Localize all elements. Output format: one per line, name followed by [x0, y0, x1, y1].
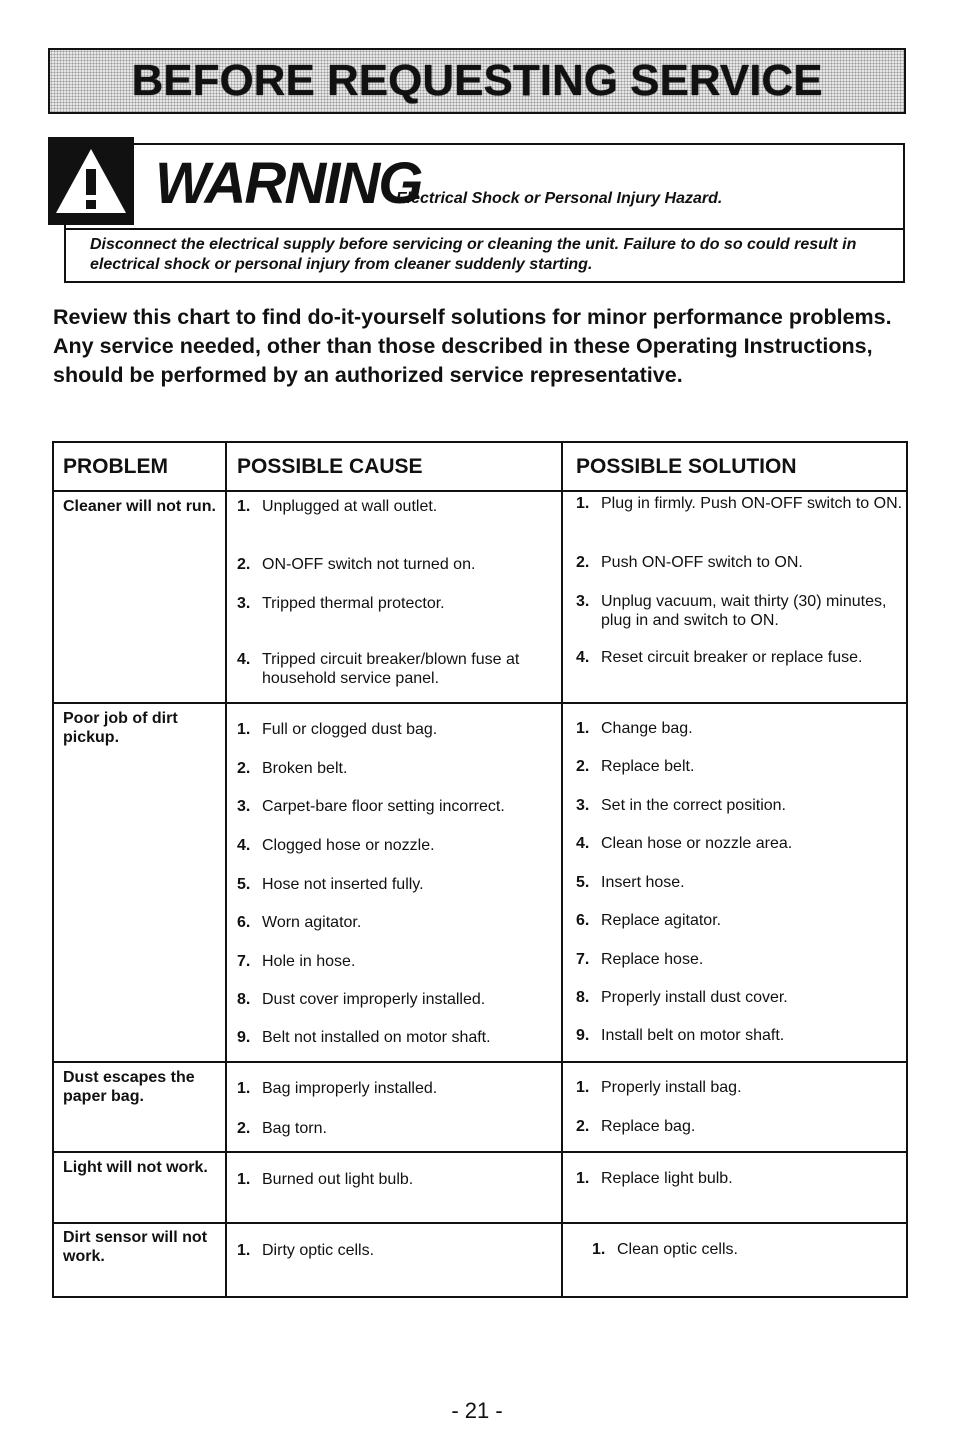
item-number: 4. [237, 837, 251, 854]
item-text: Replace bag. [601, 1118, 696, 1135]
intro-paragraph: Review this chart to find do-it-yourself solutions for minor performance problems. Any service needed, other than those described in these Operating Instructions, should be performed by an authorized service representative. [53, 305, 892, 387]
item-number: 8. [237, 991, 251, 1008]
item-number: 2. [237, 760, 251, 777]
solution-item [576, 592, 904, 630]
solution-item [576, 873, 904, 892]
item-text: Dust cover improperly installed. [262, 991, 486, 1008]
item-number: 7. [576, 951, 590, 968]
troubleshooting-table [52, 441, 908, 1298]
item-number: 4. [576, 649, 590, 666]
cause-item [237, 836, 557, 855]
warning-triangle-icon [54, 145, 128, 217]
warning-icon-block [48, 137, 134, 225]
item-number: 1. [576, 495, 590, 512]
item-text: Clean hose or nozzle area. [601, 835, 793, 852]
solution-item [576, 796, 904, 815]
item-number: 3. [576, 593, 590, 610]
cause-item [237, 990, 557, 1009]
item-number: 1. [576, 1170, 590, 1187]
problem-label: Dirt sensor will not work. [63, 1229, 208, 1265]
warning-hazard-label: Electrical Shock or Personal Injury Hazard. [396, 190, 723, 207]
item-text: Install belt on motor shaft. [601, 1027, 785, 1044]
item-number: 1. [237, 1080, 251, 1097]
solution-item [576, 1026, 904, 1045]
item-text: Broken belt. [262, 760, 348, 777]
cause-item [237, 952, 557, 971]
item-number: 1. [237, 721, 251, 738]
page-title: BEFORE REQUESTING SERVICE [131, 56, 823, 105]
problem-label: Light will not work. [63, 1159, 208, 1176]
solution-item [592, 1240, 920, 1259]
solution-item [576, 494, 904, 513]
warning-text: Disconnect the electrical supply before servicing or cleaning the unit. Failure to do so could result in electrical shock or personal injury from cleaner suddenly starting. [90, 236, 857, 273]
item-number: 1. [237, 1242, 251, 1259]
item-text: Hole in hose. [262, 953, 356, 970]
item-text: ON-OFF switch not turned on. [262, 556, 476, 573]
solution-item [576, 553, 904, 572]
item-text: Insert hose. [601, 874, 685, 891]
item-number: 6. [237, 914, 251, 931]
problem-label: Dust escapes the paper bag. [63, 1069, 195, 1105]
cause-item [237, 1170, 557, 1189]
warning-heading: WARNING [155, 151, 422, 216]
item-number: 4. [237, 651, 251, 668]
item-number: 9. [576, 1027, 590, 1044]
solution-item [576, 648, 904, 667]
item-number: 2. [576, 758, 590, 775]
item-number: 2. [576, 1118, 590, 1135]
cause-item [237, 1241, 557, 1260]
item-number: 1. [592, 1241, 606, 1258]
item-number: 3. [237, 595, 251, 612]
item-number: 1. [576, 720, 590, 737]
column-divider [561, 443, 563, 1296]
solution-item [576, 1078, 904, 1097]
cause-item [237, 1119, 557, 1138]
column-divider [225, 443, 227, 1296]
item-number: 5. [237, 876, 251, 893]
item-text: Belt not installed on motor shaft. [262, 1029, 491, 1046]
item-text: Bag improperly installed. [262, 1080, 438, 1097]
item-number: 2. [576, 554, 590, 571]
solution-item [576, 950, 904, 969]
item-number: 1. [237, 1171, 251, 1188]
item-text: Push ON-OFF switch to ON. [601, 554, 803, 571]
header-cause: POSSIBLE CAUSE [237, 455, 423, 478]
item-text: Replace hose. [601, 951, 704, 968]
item-text: Carpet-bare floor setting incorrect. [262, 798, 505, 815]
item-text: Replace light bulb. [601, 1170, 733, 1187]
cause-item [237, 594, 557, 613]
solution-item [576, 1117, 904, 1136]
header-divider [54, 490, 906, 492]
cause-item [237, 759, 557, 778]
row-divider [54, 1151, 906, 1153]
item-text: Full or clogged dust bag. [262, 721, 438, 738]
cause-item [237, 497, 557, 516]
cause-item [237, 555, 557, 574]
cause-item [237, 1028, 557, 1047]
item-text: Clogged hose or nozzle. [262, 837, 435, 854]
item-number: 3. [237, 798, 251, 815]
problem-label: Poor job of dirt pickup. [63, 710, 178, 746]
cause-item [237, 875, 557, 894]
item-number: 3. [576, 797, 590, 814]
item-number: 8. [576, 989, 590, 1006]
item-text: Unplug vacuum, wait thirty (30) minutes, plug in and switch to ON. [601, 593, 887, 629]
header-problem: PROBLEM [63, 455, 168, 478]
item-text: Plug in firmly. Push ON-OFF switch to ON. [601, 495, 903, 512]
page-number: - 21 - [451, 1398, 503, 1423]
solution-item [576, 719, 904, 738]
item-number: 2. [237, 556, 251, 573]
item-text: Properly install bag. [601, 1079, 742, 1096]
item-number: 4. [576, 835, 590, 852]
item-number: 5. [576, 874, 590, 891]
item-text: Clean optic cells. [617, 1241, 738, 1258]
item-number: 7. [237, 953, 251, 970]
row-divider [54, 1222, 906, 1224]
item-number: 9. [237, 1029, 251, 1046]
cause-item [237, 720, 557, 739]
item-text: Replace agitator. [601, 912, 722, 929]
solution-item [576, 1169, 904, 1188]
solution-item [576, 834, 904, 853]
cause-item [237, 797, 557, 816]
solution-item [576, 911, 904, 930]
item-number: 1. [237, 498, 251, 515]
item-text: Tripped circuit breaker/blown fuse at household service panel. [262, 651, 520, 687]
item-text: Hose not inserted fully. [262, 876, 424, 893]
solution-item [576, 757, 904, 776]
item-text: Tripped thermal protector. [262, 595, 445, 612]
item-number: 1. [576, 1079, 590, 1096]
header-solution: POSSIBLE SOLUTION [576, 455, 797, 478]
item-text: Bag torn. [262, 1120, 327, 1137]
item-text: Set in the correct position. [601, 797, 786, 814]
item-text: Worn agitator. [262, 914, 362, 931]
item-text: Dirty optic cells. [262, 1242, 375, 1259]
item-text: Properly install dust cover. [601, 989, 788, 1006]
cause-item [237, 913, 557, 932]
warning-divider [66, 228, 903, 230]
cause-item [237, 1079, 557, 1098]
item-text: Burned out light bulb. [262, 1171, 414, 1188]
item-text: Change bag. [601, 720, 693, 737]
item-number: 6. [576, 912, 590, 929]
item-text: Unplugged at wall outlet. [262, 498, 438, 515]
item-number: 2. [237, 1120, 251, 1137]
solution-item [576, 988, 904, 1007]
item-text: Replace belt. [601, 758, 695, 775]
row-divider [54, 1061, 906, 1063]
problem-label: Cleaner will not run. [63, 498, 216, 515]
item-text: Reset circuit breaker or replace fuse. [601, 649, 863, 666]
cause-item [237, 650, 557, 688]
page-banner [48, 48, 906, 114]
row-divider [54, 702, 906, 704]
